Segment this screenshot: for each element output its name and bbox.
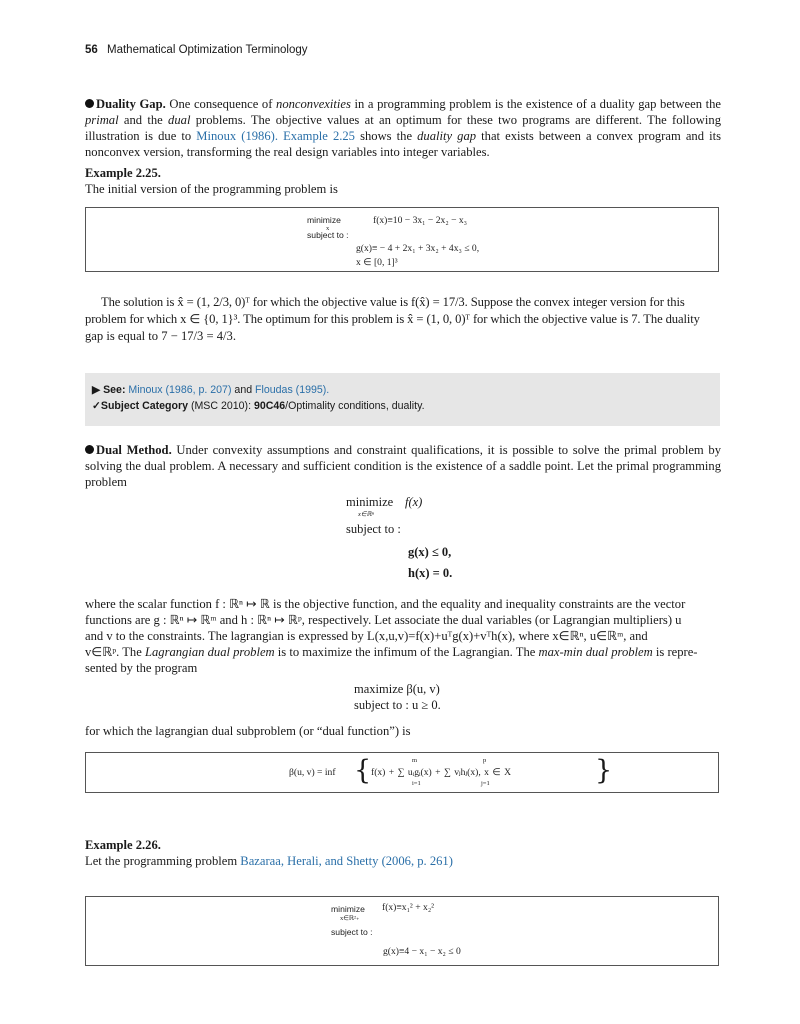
link-example-2-25[interactable]: Example 2.25 <box>283 129 355 143</box>
primal-minimize-subscript: x∈ℝⁿ <box>358 511 374 518</box>
term-dual-method: Dual Method. <box>96 443 172 457</box>
subproblem-intro: for which the lagrangian dual subproblem (or “dual function”) is <box>85 724 411 738</box>
para2-line-3: and v to the constraints. The lagrangian is expressed by L(x,u,v)=f(x)+uᵀg(x)+vᵀh(x), where x∈ℝⁿ, u∈ℝᵐ, and <box>85 629 648 643</box>
bullet-icon <box>85 445 94 454</box>
see-label: ▶ See: <box>92 384 126 396</box>
constraint-g: g(x)≡ − 4 + 2x₁ + 3x₂ + 4x₃ ≤ 0, <box>356 243 480 254</box>
solution-line-1: The solution is x̂ = (1, 2/3, 0)ᵀ for which the objective value is f(x̂) = 17/3. Suppose the convex integer version for this <box>101 295 685 309</box>
lagrangian-paragraph <box>85 596 721 676</box>
em-max-min-dual-problem: max-min dual problem <box>538 645 653 659</box>
see-also-box <box>85 373 720 426</box>
dual-subject-to: subject to : u ≥ 0. <box>354 698 441 712</box>
minimize-label: minimize <box>307 215 341 225</box>
example-2-25-solution <box>85 294 721 345</box>
primal-minimize: minimize <box>346 495 394 509</box>
example-2-26-intro <box>85 854 453 869</box>
see-also-line <box>92 382 720 398</box>
minimize-subscript: x∈ℝ²₊ <box>340 915 360 922</box>
text: is to maximize the infimum of the Lagrangian. The <box>274 645 539 659</box>
para2-line-5: sented by the program <box>85 661 198 675</box>
beta-body: f(x) + ∑ uᵢgᵢ(x) + ∑ vⱼhⱼ(x), x ∈ X <box>371 767 512 778</box>
example-2-25-heading: Example 2.25. <box>85 166 161 180</box>
example-2-25-intro: The initial version of the programming problem is <box>85 182 338 196</box>
em-lagrangian-dual-problem: Lagrangian dual problem <box>144 645 275 659</box>
example-2-26-heading: Example 2.26. <box>85 838 161 852</box>
term-duality-gap: Duality Gap. <box>96 97 166 111</box>
dual-maximize: maximize β(u, v) <box>354 682 440 696</box>
msc-label: (MSC 2010): <box>188 400 254 412</box>
link-minoux-1986[interactable]: Minoux (1986). <box>196 129 278 143</box>
subject-to-label: subject to : <box>331 927 373 937</box>
running-header <box>85 44 307 56</box>
para2-line-2: functions are g : ℝⁿ ↦ ℝᵐ and h : ℝⁿ ↦ ℝᵖ, respectively. Let associate the dual variables (or Lagrangian multipliers) u <box>85 613 682 627</box>
primal-constraint-h: h(x) = 0. <box>408 566 453 580</box>
page-number: 56 <box>85 44 98 56</box>
example-2-26-box <box>85 896 719 966</box>
link-floudas-1995[interactable]: Floudas (1995). <box>255 384 330 396</box>
objective-expression: f(x)≡x₁² + x₂² <box>382 902 435 913</box>
primal-objective: f(x) <box>405 495 423 509</box>
primal-subject-to: subject to : <box>346 522 401 536</box>
para2-line-1: where the scalar function f : ℝⁿ ↦ ℝ is the objective function, and the equality and inequality constraints are the vector <box>85 597 686 611</box>
text: One consequence of <box>165 97 277 111</box>
dual-method-paragraph <box>85 442 721 490</box>
text: is repre- <box>652 645 698 659</box>
bullet-icon <box>85 99 94 108</box>
primal-constraint-g: g(x) ≤ 0, <box>408 545 452 559</box>
sum1-lower: i=1 <box>412 780 421 787</box>
em-duality-gap: duality gap <box>417 129 477 143</box>
text: v∈ℝᵖ. The <box>85 645 145 659</box>
minimize-subscript: x <box>326 225 330 232</box>
text: and the <box>118 113 169 127</box>
text: problems. The objective values at an optimum for these two programs are different. The following illustration is due to <box>85 113 721 143</box>
subject-to-label: subject to : <box>307 230 349 240</box>
subject-category-label: ✓Subject Category <box>92 400 189 412</box>
link-bazaraa-2006[interactable]: Bazaraa, Herali, and Shetty (2006, p. 261) <box>240 854 453 868</box>
see-and: and <box>231 384 256 396</box>
constraint-x-domain: x ∈ [0, 1]³ <box>356 257 398 268</box>
duality-gap-paragraph <box>85 96 721 160</box>
right-brace-icon: } <box>595 755 613 786</box>
text: Under convexity assumptions and constraint qualifications, it is possible to solve the primal problem by solving the dual problem. A necessary and sufficient condition is the existence of a saddle point. Let the primal programming problem <box>85 443 721 489</box>
subject-category-line <box>92 398 720 414</box>
sum1-upper: m <box>412 757 418 764</box>
text: that exists between a convex program and its nonconvex version, transforming the real design variables into integer variables. <box>85 129 721 159</box>
sum2-upper: p <box>483 757 487 764</box>
sum2-lower: j=1 <box>481 780 490 787</box>
minimize-label: minimize <box>331 904 365 914</box>
text: Let the programming problem <box>85 854 241 868</box>
example-2-25-box <box>85 207 719 272</box>
text: shows the <box>354 129 418 143</box>
constraint-g: g(x)≡4 − x₁ − x₂ ≤ 0 <box>383 946 461 957</box>
running-title: Mathematical Optimization Terminology <box>107 44 308 56</box>
objective-expression: f(x)≡10 − 3x₁ − 2x₂ − x₃ <box>373 215 468 226</box>
em-dual: dual <box>168 113 191 127</box>
category-text: /Optimality conditions, duality. <box>285 400 425 412</box>
solution-line-2: problem for which x ∈ {0, 1}³. The optimum for this problem is x̂ = (1, 0, 0)ᵀ for which the objective value is 7. The duality <box>85 312 700 326</box>
link-minoux-1986-p207[interactable]: Minoux (1986, p. 207) <box>128 384 232 396</box>
msc-code: 90C46 <box>253 400 286 412</box>
em-primal: primal <box>85 113 119 127</box>
left-brace-icon: { <box>354 755 372 786</box>
dual-function-box <box>85 752 719 793</box>
text: in a programming problem is the existence of a duality gap between the <box>350 97 722 111</box>
solution-line-3: gap is equal to 7 − 17/3 = 4/3. <box>85 329 236 343</box>
em-nonconvexities: nonconvexities <box>276 97 351 111</box>
para2-line-4 <box>85 644 721 660</box>
beta-lhs: β(u, v) = inf <box>289 767 336 778</box>
